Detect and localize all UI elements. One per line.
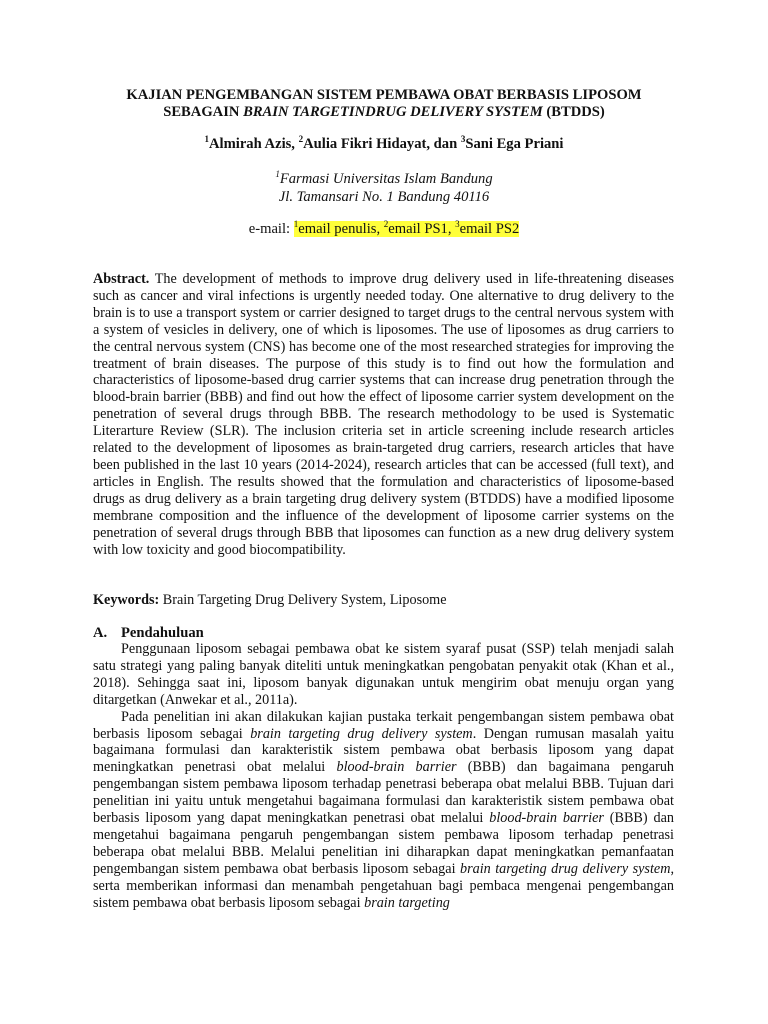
affiliation-name: Farmasi Universitas Islam Bandung bbox=[279, 171, 493, 187]
intro-paragraph-2 bbox=[93, 709, 674, 912]
title-line-2 bbox=[92, 104, 676, 121]
abstract-text: The development of methods to improve drug delivery used in life-threatening diseases such as cancer and viral infections is urgently needed today. One alternative to drug delivery to the brain is to use a transport system or carrier designed to target drugs to the central nervous system with a system of vesicles in delivery, one of which is liposomes. The use of liposomes as drug carriers to the central nervous system (CNS) has become one of the most researched strategies for improving the treatment of brain diseases. The purpose of this study is to find out how the formulation and characteristics of liposome-based drug carrier systems that can increase drug penetration through the blood-brain barrier (BBB) and find out how the effect of liposome carrier system development on the penetration of several drugs through BBB. The research methodology to be used is Systematic Literarture Review (SLR). The inclusion criteria set in article screening include research articles related to the development of liposomes as brain-targeted drug carriers, research articles that have been published in the last 10 years (2014-2024), research articles that can be accessed (full text), and articles in English. The results showed that the formulation and characteristics of liposome-based drugs as drug delivery as a brain targeting drug delivery system (BTDDS) have a modified liposome membrane composition and the influence of the development of liposome carrier systems on the penetration of several drugs through BBB that liposomes can function as a new drug delivery system with low toxicity and good biocompatibility. bbox=[93, 271, 674, 558]
intro-p2-italic-3: blood-brain barrier bbox=[489, 810, 604, 827]
section-heading bbox=[93, 625, 204, 642]
email-1-sup: 1 bbox=[293, 219, 299, 230]
email-2: email PS1, bbox=[388, 221, 456, 237]
email-3: email PS2 bbox=[459, 221, 520, 237]
email-highlight bbox=[294, 221, 520, 237]
author-3: Sani Ega Priani bbox=[465, 136, 564, 152]
author-list bbox=[92, 136, 676, 153]
email-3-sup: 3 bbox=[455, 219, 460, 230]
intro-body bbox=[93, 641, 674, 912]
intro-p2-italic-4: brain targeting drug delivery system bbox=[460, 860, 671, 877]
keywords-text: Brain Targeting Drug Delivery System, Liposome bbox=[159, 592, 447, 608]
intro-p2-text-a: Pada penelitian ini akan dilakukan kajian pustaka terkait pengembangan sistem pembawa obat berbasis liposom sebagai bbox=[93, 708, 674, 742]
intro-p2-italic-1: brain targeting drug delivery system bbox=[250, 725, 473, 742]
intro-p2-text-b: . Dengan rumusan masalah yaitu bagaimana formulasi dan karakteristik sistem pembawa obat berbasis liposom yang dapat meningkatkan penetrasi obat melalui bbox=[93, 725, 674, 776]
title-line-1: KAJIAN PENGEMBANGAN SISTEM PEMBAWA OBAT BERBASIS LIPOSOM bbox=[126, 87, 642, 103]
intro-p2-italic-2: blood-brain barrier bbox=[336, 759, 457, 776]
intro-p2-text-e: , serta memberikan informasi dan menambah pengetahuan bagi pembaca mengenai pengembangan sistem pembawa obat berbasis liposom sebagai bbox=[93, 860, 674, 911]
abstract-label: Abstract. bbox=[93, 271, 150, 287]
author-3-sup: 3 bbox=[460, 134, 466, 145]
title-line-2-suffix: (BTDDS) bbox=[542, 104, 605, 120]
email-2-sup: 2 bbox=[383, 219, 389, 230]
email-line bbox=[92, 221, 676, 238]
affiliation-line-2: Jl. Tamansari No. 1 Bandung 40116 bbox=[278, 189, 490, 205]
keywords bbox=[93, 592, 674, 609]
title-line-2-italic: BRAIN TARGETINDRUG DELIVERY SYSTEM bbox=[243, 104, 543, 120]
intro-p2-italic-5: brain targeting bbox=[364, 894, 450, 911]
author-2-sup: 2 bbox=[298, 134, 304, 145]
intro-paragraph-1: Penggunaan liposom sebagai pembawa obat ke sistem syaraf pusat (SSP) telah menjadi salah satu strategi yang paling banyak diteliti untuk meningkatkan pengobatan penyakit otak (Khan et al., 2018). Sehingga saat ini, liposom banyak digunakan untuk mengirim obat menuju organ yang ditargetkan (Anwekar et al., 2011a). bbox=[93, 641, 674, 708]
affiliation bbox=[92, 170, 676, 206]
affiliation-sup: 1 bbox=[275, 169, 280, 180]
keywords-label: Keywords: bbox=[93, 592, 160, 608]
title-line-2-prefix: SEBAGAIN bbox=[163, 104, 244, 120]
section-number: A. bbox=[93, 625, 108, 641]
author-1: Almirah Azis, bbox=[209, 136, 299, 152]
intro-p2-text-c: (BBB) dan bagaimana pengaruh pengembangan sistem pembawa liposom terhadap penetrasi beberapa obat melalui BBB. Tujuan dari penelitian ini yaitu untuk mengetahui bagaimana formulasi dan karakteristik sistem pembawa obat berbasis liposom yang dapat meningkatkan penetrasi obat melalui bbox=[93, 759, 675, 827]
email-label: e-mail: bbox=[248, 221, 294, 237]
email-1: email penulis, bbox=[298, 221, 384, 237]
paper-title bbox=[92, 87, 676, 121]
author-1-sup: 1 bbox=[204, 134, 210, 145]
affiliation-line-1 bbox=[92, 170, 676, 188]
abstract bbox=[93, 271, 674, 558]
author-2: Aulia Fikri Hidayat, dan bbox=[303, 136, 461, 152]
section-title: Pendahuluan bbox=[121, 625, 204, 641]
intro-p2-text-d: (BBB) dan mengetahui bagaimana pengaruh pengembangan sistem pembawa liposom terhadap penetrasi beberapa obat melalui BBB. Melalui penelitian ini diharapkan dapat meningkatkan pemanfaatan pengembangan sistem pembawa obat berbasis liposom sebagai bbox=[93, 810, 674, 877]
